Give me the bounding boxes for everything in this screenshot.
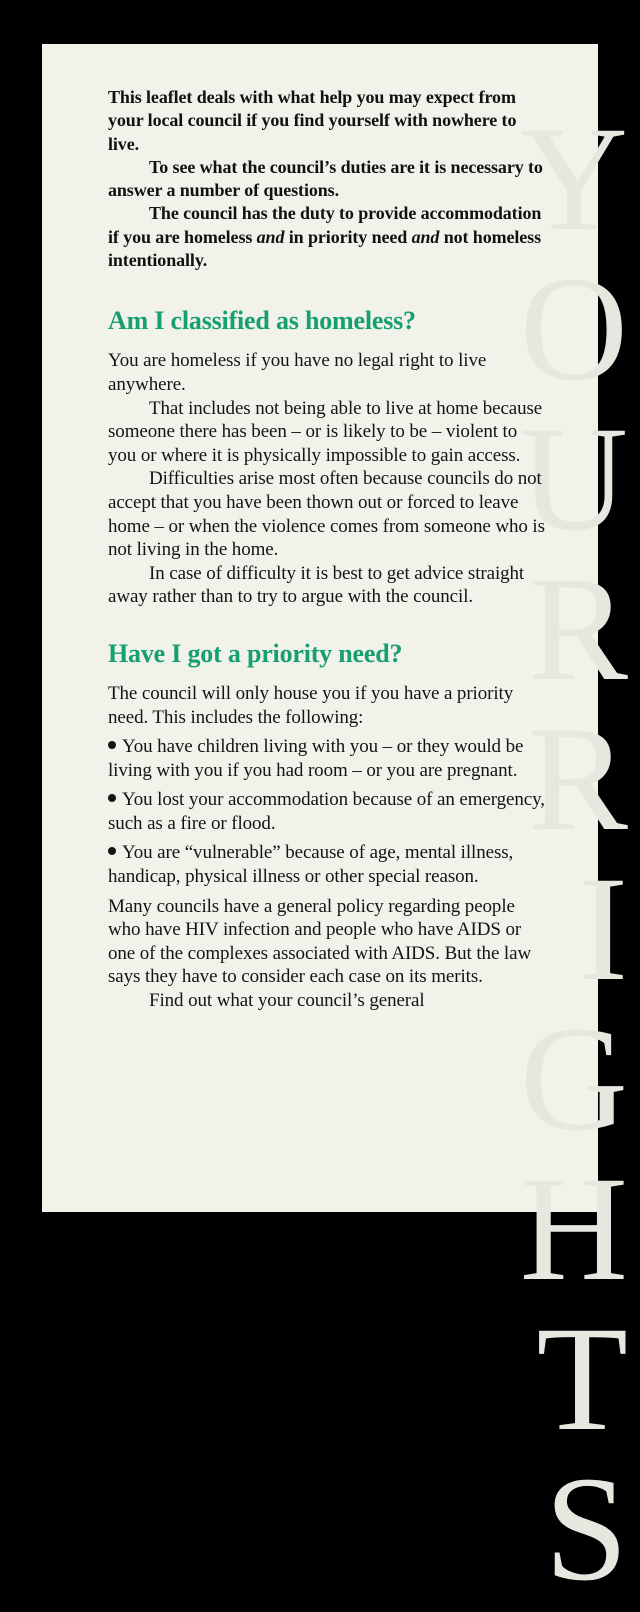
intro-p3-text-2: in priority need	[284, 226, 412, 247]
bullet-item	[108, 788, 548, 835]
bullet-text: You have children living with you – or they would be living with you if you had room – or you are pregnant.	[108, 736, 524, 781]
section-heading-homeless: Am I classified as homeless?	[108, 306, 416, 336]
section1-paragraph-2: That includes not being able to live at home because someone there has been – or is likely to be – violent to you or where it is physically impossible to gain access.	[108, 397, 543, 466]
section1-paragraph-3: Difficulties arise most often because councils do not accept that you have been thown out or forced to leave home – or when the violence comes from someone who is not living in the home.	[108, 468, 545, 561]
bullet-item	[108, 841, 548, 888]
bullet-text: You lost your accommodation because of an emergency, such as a fire or flood.	[108, 789, 545, 834]
leaflet-content	[108, 86, 548, 1013]
section1-paragraph-1: You are homeless if you have no legal right to live anywhere.	[108, 350, 487, 395]
section2-paragraph-3: Find out what your council’s general	[149, 990, 425, 1012]
section2-paragraph-1: The council will only house you if you have a priority need. This includes the following:	[108, 682, 514, 728]
intro-p3-emphasis-2: and	[411, 226, 440, 247]
intro-p3-emphasis-1: and	[256, 226, 285, 247]
section-heading-priority-need: Have I got a priority need?	[108, 638, 403, 668]
bullet-icon	[108, 847, 116, 855]
intro-paragraph-2: To see what the council’s duties are it is necessary to answer a number of questions.	[108, 156, 543, 201]
section2-paragraph-2: Many councils have a general policy regarding people who have HIV infection and people who have AIDS or one of the complexes associated with AIDS. But the law says they have to consider each case on its merits.	[108, 895, 532, 988]
intro-paragraph-3	[108, 202, 548, 272]
section1-paragraph-4: In case of difficulty it is best to get advice straight away rather than to try to argue with the council.	[108, 562, 525, 608]
intro-paragraph-1: This leaflet deals with what help you may expect from your local council if you find yourself with nowhere to live.	[108, 87, 517, 154]
intro-p3-text-3: not homeless intentionally.	[108, 226, 541, 271]
bullet-icon	[108, 741, 116, 749]
leaflet-page	[42, 44, 628, 1612]
bullet-text: You are “vulnerable” because of age, mental illness, handicap, physical illness or other special reason.	[108, 842, 514, 888]
faded-background-lettering: Y O U R R I G H T S	[519, 96, 628, 1612]
intro-p3-text-1: The council has the duty to provide accommodation if you are homeless	[108, 203, 542, 247]
bullet-item	[108, 735, 548, 782]
bullet-icon	[108, 794, 116, 802]
